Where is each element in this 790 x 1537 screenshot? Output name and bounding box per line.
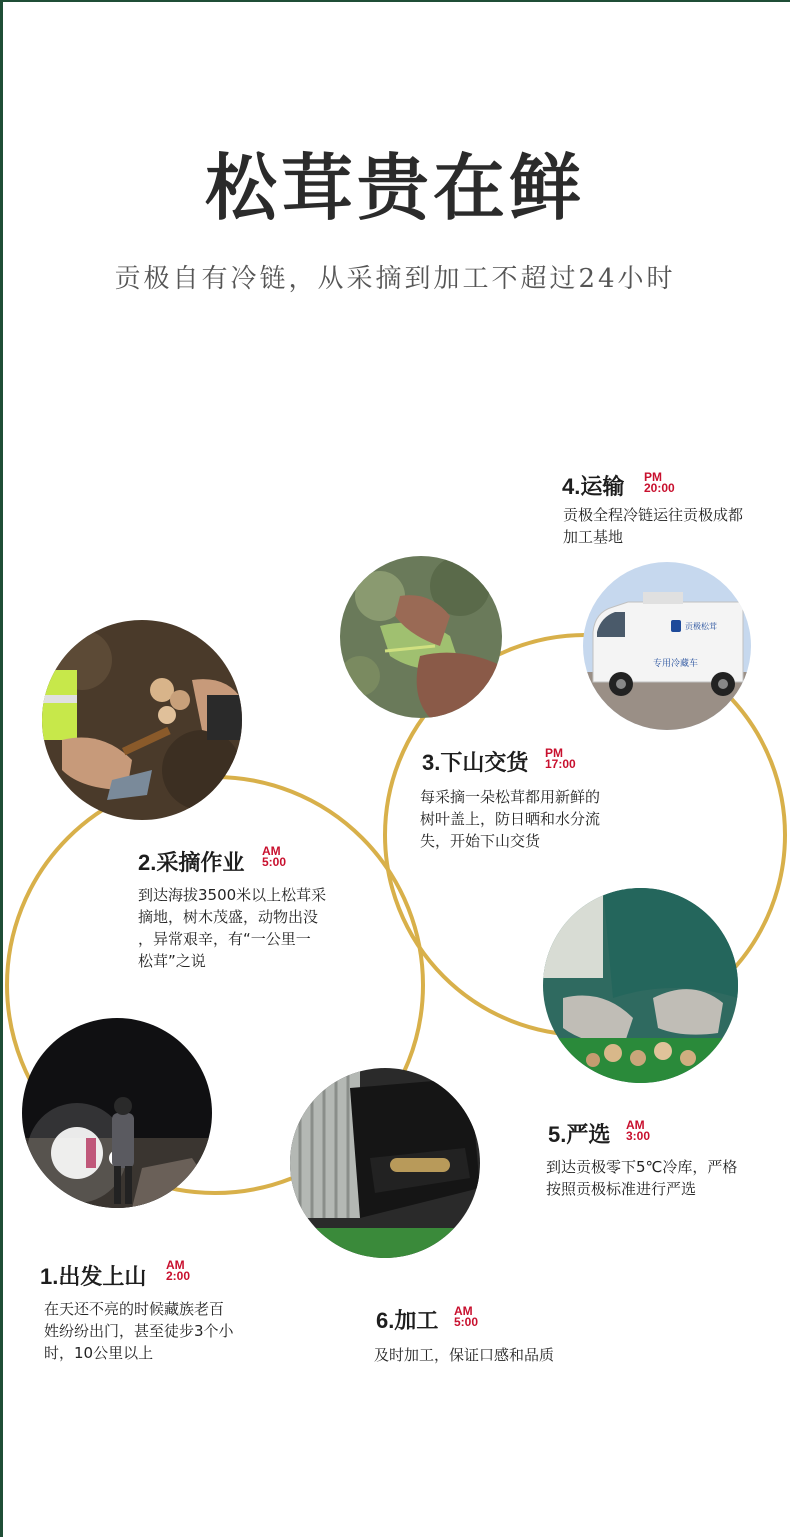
page-title: 松茸贵在鲜 xyxy=(204,145,585,230)
step2-clock: 5:00 xyxy=(262,855,287,869)
step1-period: AM xyxy=(166,1258,185,1272)
step3-title: 3.下山交货 xyxy=(422,750,529,775)
step2-time xyxy=(262,846,286,868)
step6-desc: 及时加工，保证口感和品质 xyxy=(374,1346,555,1364)
step5-time xyxy=(626,1120,650,1142)
step3-clock: 17:00 xyxy=(545,757,576,771)
truck-side-text: 专用冷藏车 xyxy=(653,659,699,669)
step3-desc: 每采摘一朵松茸都用新鲜的 树叶盖上，防日晒和水分流 失，开始下山交货 xyxy=(420,788,601,850)
photo-leaf-wrapping xyxy=(340,556,502,718)
step5-desc: 到达贡极零下5℃冷库，严格 按照贡极标准进行严选 xyxy=(546,1158,738,1198)
step2-title: 2.采摘作业 xyxy=(138,850,245,875)
photo-cold-chain-truck xyxy=(583,562,751,730)
page-subtitle: 贡极自有冷链，从采摘到加工不超过24小时 xyxy=(114,264,676,294)
truck-brand-text: 贡极松茸 xyxy=(685,622,717,631)
photo-processing xyxy=(290,1068,480,1258)
step3-period: PM xyxy=(545,746,563,760)
step5-period: AM xyxy=(626,1118,645,1132)
truck-logo-icon xyxy=(671,620,681,632)
step1-title: 1.出发上山 xyxy=(40,1264,147,1289)
photo-sorting xyxy=(543,888,738,1083)
step4-clock: 20:00 xyxy=(644,481,675,495)
step4-title: 4.运输 xyxy=(562,474,625,499)
step6-period: AM xyxy=(454,1304,473,1318)
step5-clock: 3:00 xyxy=(626,1129,651,1143)
step5-title: 5.严选 xyxy=(548,1122,611,1147)
step3-time xyxy=(545,748,576,770)
photo-night-hike xyxy=(22,1018,212,1208)
step6-time xyxy=(454,1306,478,1328)
step1-clock: 2:00 xyxy=(166,1269,191,1283)
step1-desc: 在天还不亮的时候藏族老百 姓纷纷出门，甚至徒步3个小 时，10公里以上 xyxy=(44,1300,234,1362)
step1-time xyxy=(166,1260,190,1282)
step4-desc: 贡极全程冷链运往贡极成都 加工基地 xyxy=(563,506,744,546)
step6-clock: 5:00 xyxy=(454,1315,479,1329)
photo-picking xyxy=(42,620,242,820)
step4-time xyxy=(644,472,675,494)
step6-title: 6.加工 xyxy=(376,1308,439,1333)
step2-desc: 到达海拔3500米以上松茸采 摘地，树木茂盛，动物出没 ，异常艰辛，有“一公里一 松茸”之说 xyxy=(138,886,327,970)
step4-period: PM xyxy=(644,470,662,484)
step2-period: AM xyxy=(262,844,281,858)
